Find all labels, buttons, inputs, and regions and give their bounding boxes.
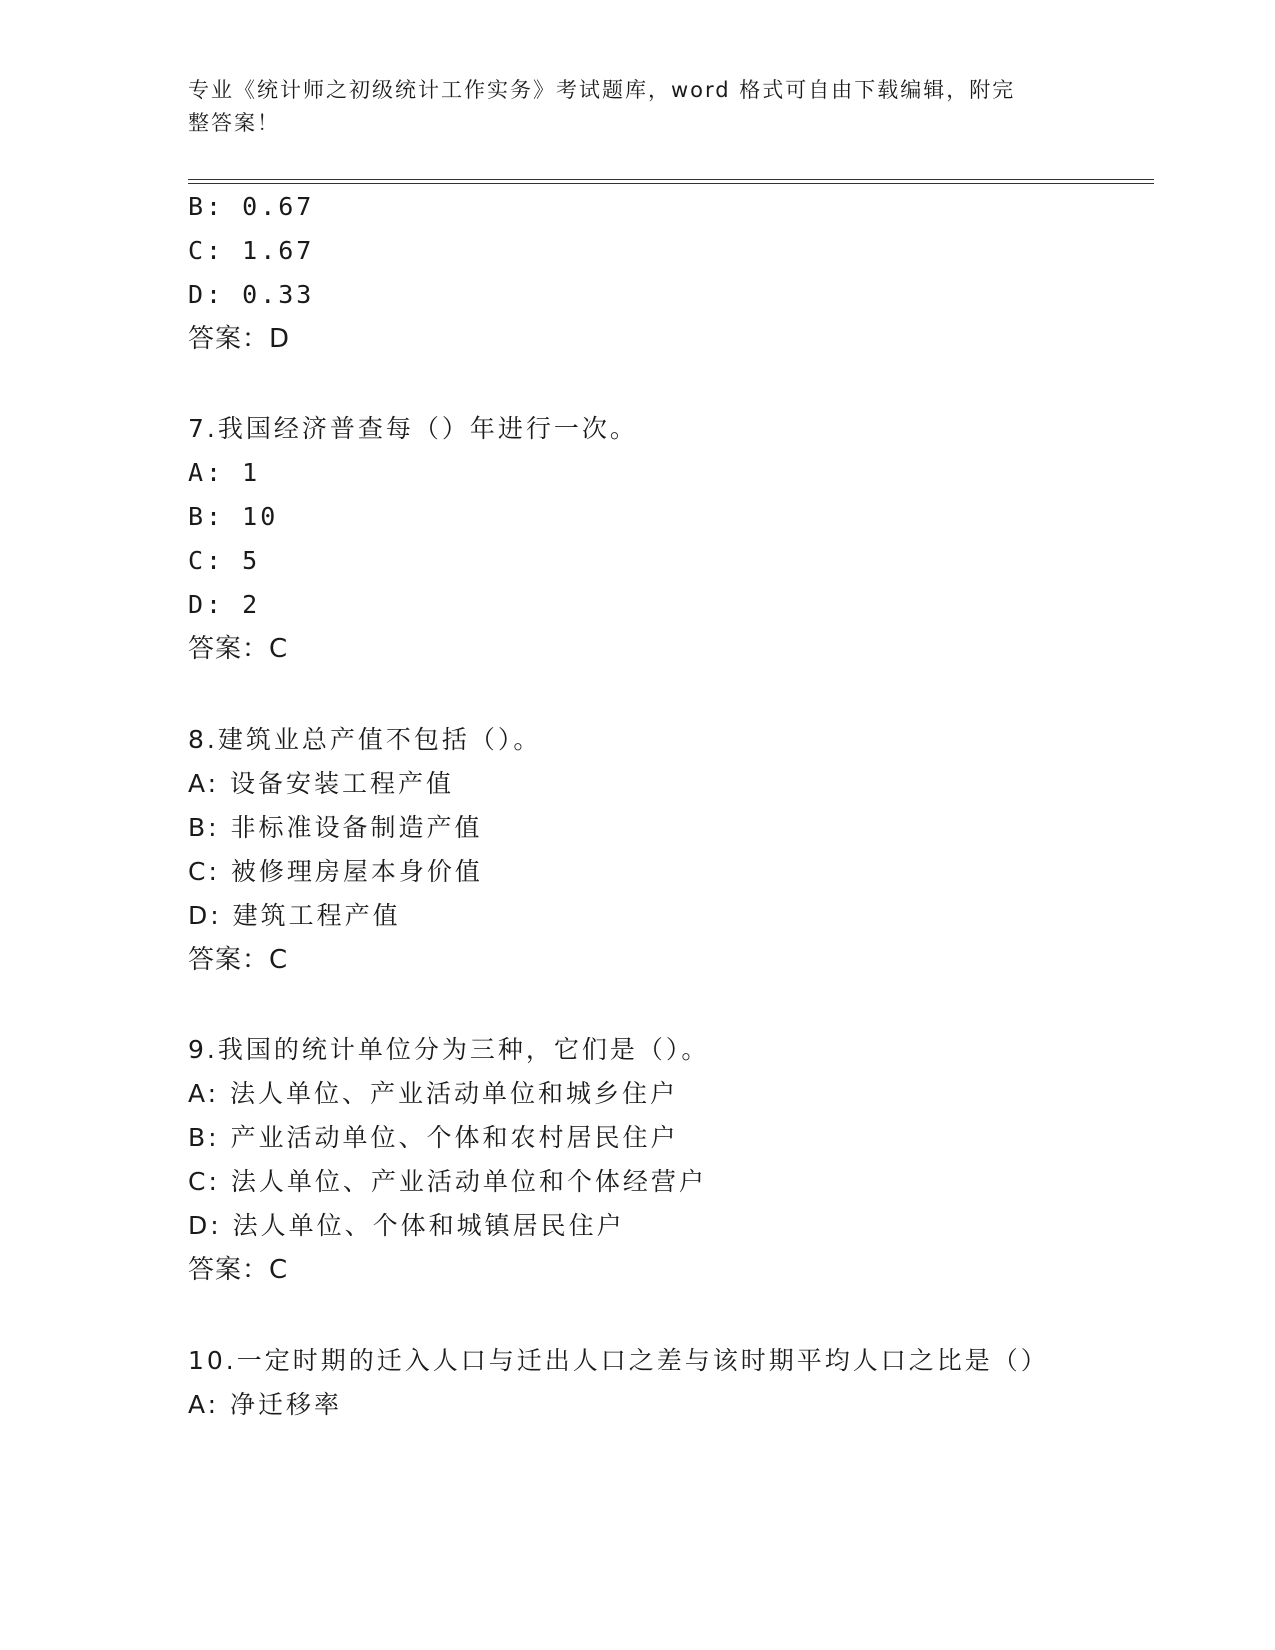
option-c: C: 被修理房屋本身价值 xyxy=(188,857,483,886)
question-8: 8.建筑业总产值不包括（）。 xyxy=(188,725,542,754)
answer: 答案：C xyxy=(188,945,289,975)
option-b: B: 0.67 xyxy=(188,192,315,221)
option-d: D: 建筑工程产值 xyxy=(188,901,401,930)
option-b: B: 产业活动单位、个体和农村居民住户 xyxy=(188,1123,679,1152)
option-a: A: 法人单位、产业活动单位和城乡住户 xyxy=(188,1079,679,1108)
option-c: C: 1.67 xyxy=(188,236,315,265)
question-7: 7.我国经济普查每（）年进行一次。 xyxy=(188,414,638,443)
option-d: D: 法人单位、个体和城镇居民住户 xyxy=(188,1211,625,1240)
document-header xyxy=(188,74,1088,140)
option-a: A: 设备安装工程产值 xyxy=(188,769,455,798)
answer: 答案：C xyxy=(188,1255,289,1285)
answer: 答案：C xyxy=(188,634,289,664)
option-d: D: 2 xyxy=(188,590,261,619)
header-line-2: 整答案！ xyxy=(188,111,280,135)
option-b: B: 非标准设备制造产值 xyxy=(188,813,483,842)
option-a: A: 净迁移率 xyxy=(188,1390,343,1419)
question-10: 10.一定时期的迁入人口与迁出人口之差与该时期平均人口之比是（） xyxy=(188,1346,1049,1375)
option-d: D: 0.33 xyxy=(188,280,315,309)
option-b: B: 10 xyxy=(188,502,279,531)
option-a: A: 1 xyxy=(188,458,261,487)
answer: 答案：D xyxy=(188,324,291,354)
option-c: C: 法人单位、产业活动单位和个体经营户 xyxy=(188,1167,707,1196)
header-line-1: 专业《统计师之初级统计工作实务》考试题库，word 格式可自由下载编辑，附完 xyxy=(188,78,1016,102)
question-9: 9.我国的统计单位分为三种，它们是（）。 xyxy=(188,1035,710,1064)
option-c: C: 5 xyxy=(188,546,261,575)
header-divider xyxy=(188,179,1154,184)
